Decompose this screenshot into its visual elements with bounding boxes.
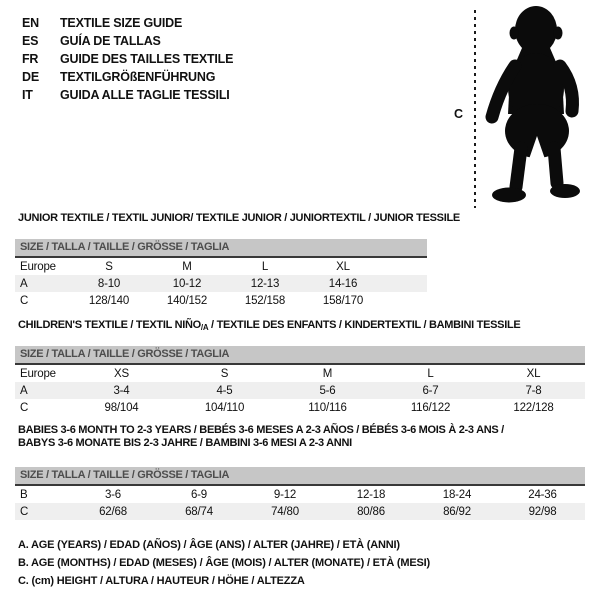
table-row-b	[15, 486, 585, 503]
babies-size-table	[15, 486, 585, 520]
section-junior-textile	[15, 212, 460, 309]
language-title: GUIDA ALLE TAGLIE TESSILI	[60, 88, 230, 102]
children-size-table	[15, 365, 585, 416]
value-cell: 14-16	[328, 277, 358, 290]
language-row-de	[22, 68, 233, 86]
language-title: GUIDE DES TAILLES TEXTILE	[60, 52, 234, 66]
toddler-silhouette-icon	[482, 4, 592, 206]
size-col-header: L	[427, 367, 434, 380]
table-row-c	[15, 503, 585, 520]
value-cell: 9-12	[273, 488, 297, 501]
section-title-line2: BABYS 3-6 MONATE BIS 2-3 JAHRE / BAMBINI 3-6 MESI A 2-3 ANNI	[18, 437, 352, 449]
value-cell: 110/116	[308, 401, 347, 414]
value-cell: 12-18	[356, 488, 386, 501]
value-cell: 98/104	[104, 401, 139, 414]
size-col-header: XL	[336, 260, 350, 273]
value-cell: 152/158	[244, 294, 286, 307]
value-cell: 80/86	[357, 505, 385, 518]
size-col-header: M	[322, 367, 333, 380]
row-label: A	[20, 277, 28, 290]
row-label: B	[20, 488, 28, 501]
legend-line-b: B. AGE (MONTHS) / EDAD (MESES) / ÂGE (MOIS) / ALTER (MONATE) / ETÀ (MESI)	[18, 557, 430, 569]
value-cell: 5-6	[319, 384, 336, 397]
value-cell: 18-24	[442, 488, 472, 501]
size-col-header: XS	[114, 367, 129, 380]
language-code: IT	[22, 88, 33, 102]
size-col-header: L	[261, 260, 269, 273]
size-col-header: S	[220, 367, 229, 380]
value-cell: 12-13	[250, 277, 280, 290]
size-col-header: M	[182, 260, 192, 273]
section-title	[18, 319, 585, 334]
value-cell: 86/92	[443, 505, 471, 518]
value-cell: 68/74	[185, 505, 213, 518]
value-cell: 4-5	[216, 384, 233, 397]
table-row-c	[15, 399, 585, 416]
value-cell: 116/122	[410, 401, 451, 414]
spacer-cell	[382, 258, 427, 275]
language-title: GUÍA DE TALLAS	[60, 34, 161, 48]
table-row-c	[15, 292, 427, 309]
value-cell: 3-6	[104, 488, 122, 501]
language-code: DE	[22, 70, 39, 84]
title-subscript: /A	[200, 323, 209, 332]
language-row-fr	[22, 50, 233, 68]
legend-line-a: A. AGE (YEARS) / EDAD (AÑOS) / ÂGE (ANS) / ALTER (JAHRE) / ETÀ (ANNI)	[18, 539, 400, 551]
value-cell: 3-4	[113, 384, 130, 397]
spacer-cell	[382, 275, 427, 292]
value-cell: 92/98	[528, 505, 557, 518]
region-header-cell: Europe	[20, 367, 56, 380]
table-header-row	[15, 365, 585, 382]
row-label: C	[20, 505, 29, 518]
height-dashed-line	[474, 10, 476, 208]
size-col-header: XL	[526, 367, 541, 380]
section-childrens-textile	[15, 319, 585, 416]
size-col-header: S	[105, 260, 113, 273]
language-code: ES	[22, 34, 39, 48]
value-cell: 7-8	[525, 384, 542, 397]
section-title: JUNIOR TEXTILE / TEXTIL JUNIOR/ TEXTILE JUNIOR / JUNIORTEXTIL / JUNIOR TESSILE	[18, 212, 460, 224]
language-title: TEXTILGRÖßENFÜHRUNG	[60, 70, 216, 84]
value-cell: 6-9	[190, 488, 208, 501]
language-code: FR	[22, 52, 39, 66]
value-cell: 104/110	[204, 401, 245, 414]
row-label: A	[20, 384, 28, 397]
region-header-cell: Europe	[20, 260, 56, 273]
language-code: EN	[22, 16, 39, 30]
value-cell: 6-7	[422, 384, 439, 397]
size-header-bar: SIZE / TALLA / TAILLE / GRÖSSE / TAGLIA	[15, 346, 585, 365]
value-cell: 62/68	[99, 505, 127, 518]
value-cell: 24-36	[528, 488, 557, 501]
legend-line-c: C. (cm) HEIGHT / ALTURA / HAUTEUR / HÖHE / ALTEZZA	[18, 575, 305, 587]
section-babies-textile	[15, 424, 585, 520]
spacer-cell	[382, 292, 427, 309]
title-text: / TEXTILE DES ENFANTS / KINDERTEXTIL / BAMBINI TESSILE	[208, 319, 521, 331]
language-row-en	[22, 14, 233, 32]
value-cell: 74/80	[271, 505, 299, 518]
size-header-bar: SIZE / TALLA / TAILLE / GRÖSSE / TAGLIA	[15, 467, 585, 486]
language-title: TEXTILE SIZE GUIDE	[60, 16, 183, 30]
table-row-a	[15, 275, 427, 292]
measurement-legend	[18, 536, 430, 590]
junior-size-table	[15, 258, 427, 309]
row-label: C	[20, 401, 29, 414]
size-header-bar: SIZE / TALLA / TAILLE / GRÖSSE / TAGLIA	[15, 239, 427, 258]
height-measure-label: C	[454, 107, 464, 121]
value-cell: 10-12	[172, 277, 202, 290]
value-cell: 122/128	[513, 401, 554, 414]
language-row-it	[22, 86, 233, 104]
language-row-es	[22, 32, 233, 50]
value-cell: 128/140	[88, 294, 130, 307]
value-cell: 140/152	[166, 294, 208, 307]
value-cell: 158/170	[322, 294, 364, 307]
title-text: CHILDREN'S TEXTILE / TEXTIL NIÑO	[18, 319, 201, 331]
value-cell: 8-10	[97, 277, 121, 290]
table-row-a	[15, 382, 585, 399]
row-label: C	[20, 294, 29, 307]
section-title-line1: BABIES 3-6 MONTH TO 2-3 YEARS / BEBÉS 3-6 MESES A 2-3 AÑOS / BÉBÉS 3-6 MOIS À 2-3 ANS /	[18, 424, 504, 436]
language-list	[22, 14, 233, 104]
table-header-row	[15, 258, 427, 275]
